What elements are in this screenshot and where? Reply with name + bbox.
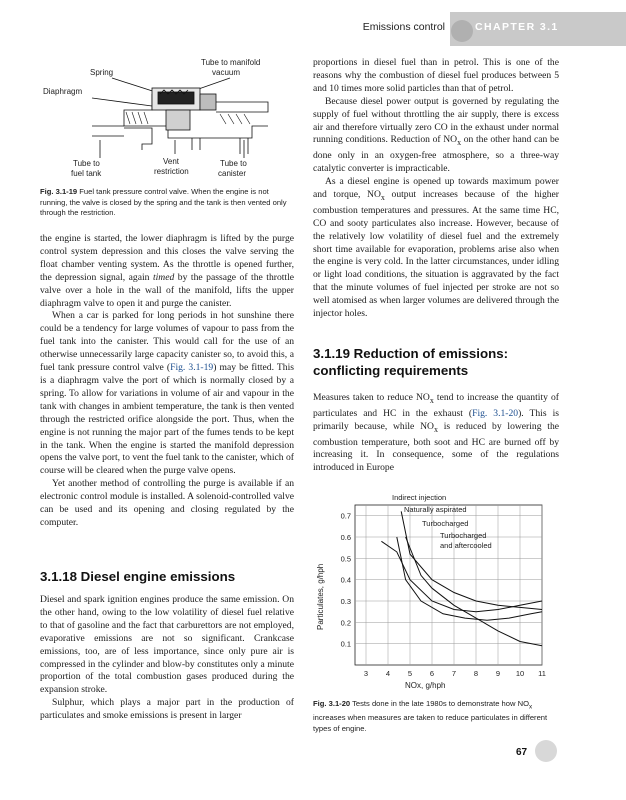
legend-label: Turbocharged	[422, 519, 469, 528]
paragraph: proportions in diesel fuel than in petrol. This is one of the reasons why the combustion of diesel fuel produces between 5 and 10 times more solid particles than that of petrol.	[313, 57, 559, 94]
paragraph	[313, 392, 559, 475]
x-tick-label: 3	[363, 669, 369, 678]
x-tick-label: 6	[429, 669, 435, 678]
figure-320-link[interactable]: Fig. 3.1-20	[472, 407, 519, 419]
text-run: Measures taken to reduce NO	[313, 392, 430, 403]
paragraph	[313, 176, 559, 321]
valve-drawing	[92, 78, 268, 158]
y-tick-label: 0.2	[340, 618, 351, 628]
chapter-tab-circle	[451, 20, 473, 42]
text-run: As a diesel engine is opened up towards maximum power and torque, NO	[313, 176, 559, 200]
section-heading-3-1-18: 3.1.18 Diesel engine emissions	[40, 569, 236, 584]
text-run: ) may be fitted. This is a diaphragm valve the port of which is normally closed by a spring. To allow for variations in volume of air and vapour in the tank with changes in ambient temperature, the tank is then vented through the restricted orifice alongside the port. Thus, when the engine is not running the major part of the fumes tends to be kept in the tank. When the engine is started the manifold depression opens the valve port, to vent the fuel tank to the canister, which of course will be cleared when the purge valve opens.	[40, 362, 294, 477]
x-axis-label: NOx, g/hph	[405, 681, 446, 690]
text-run: the engine is started, the lower diaphragm is lifted by the purge control system depression and this closes the valve serving the float chamber venting system. As the throttle is opened further, the depression signal, again	[40, 233, 294, 283]
left-column-lower	[40, 594, 294, 723]
subscript: x	[457, 138, 462, 148]
x-tick-label: 4	[385, 669, 391, 678]
paragraph: Diesel and spark ignition engines produce the same emission. On the other hand, owing to the low volatility of diesel fuel relative to that of gasoline and the fact that carburettors are not employed, evaporative emissions are not so significant. Crankcase emissions, too, are of less importance, since only pure air is compressed in the cylinder and blow-by constitutes only a minute proportion of the total combustion gases produced during the expansion stroke.	[40, 594, 294, 696]
text-run: output increases because of the higher combustion temperatures and pressures. At the same time HC, CO and sooty particulates also increase. However, because of the relatively low volatility of diesel fuel and the extremely short time available for evaporation, problems arise also when the engine is very cold. In the latter circumstances, under idling or light load conditions, the situation is aggravated by the fact that the minute volumes of fuel injected per stroke are not so well atomised as when larger volumes are delivered through the injector holes.	[313, 188, 559, 320]
subscript: x	[528, 703, 533, 711]
y-tick-label: 0.3	[340, 597, 351, 606]
chapter-label: CHAPTER 3.1	[475, 21, 559, 33]
text-run: When a car is parked for long periods in hot sunshine there could be a tendency for large volumes of vapour to pass from the fuel tank into the canister. This would call for the use of an otherwise unnecessarily large capacity canister so, to avoid this, a fuel tank pressure control valve (	[40, 310, 294, 374]
text-run: by the passage of the throttle valve over a hole in the wall of the manifold, lifts the upper diaphragm valve to open it and purge the canister.	[40, 271, 295, 309]
x-tick-label: 5	[407, 669, 413, 678]
figure-319-caption-text: Fuel tank pressure control valve. When the engine is not running, the valve is closed by the spring and the tank is then vented only through the restriction.	[40, 187, 287, 218]
y-tick-label: 0.1	[340, 639, 351, 649]
legend-label: Naturally aspirated	[404, 505, 467, 514]
y-tick-label: 0.4	[340, 575, 351, 585]
figure-319-caption-label: Fig. 3.1-19	[40, 187, 78, 196]
paragraph: Sulphur, which plays a major part in the production of particulates and smoke emissions is present in larger	[40, 697, 294, 722]
label-restriction: restriction	[154, 167, 189, 176]
figure-319-link[interactable]: Fig. 3.1-19	[170, 362, 214, 374]
legend-label: and aftercooled	[440, 541, 492, 550]
left-column-upper	[40, 233, 294, 530]
particulates-vs-nox-chart	[300, 490, 560, 695]
x-tick-label: 7	[451, 669, 457, 678]
paragraph: Yet another method of controlling the purge is available if an electronic control module is installed. A solenoid-controlled valve can be used and its opening and closing regulated by the computer.	[40, 478, 294, 528]
y-tick-label: 0.6	[340, 533, 351, 542]
caption-text: Tests done in the late 1980s to demonstrate how NO	[350, 699, 529, 708]
figure-319-caption	[40, 187, 294, 219]
legend-label: Indirect injection	[392, 493, 447, 502]
caption-text: increases when measures are taken to reduce particulates in different types of engine.	[313, 713, 548, 733]
page-number-circle	[535, 740, 557, 762]
running-header-section: Emissions control	[362, 21, 445, 33]
figure-320-caption-label: Fig. 3.1-20	[313, 699, 351, 708]
page-number: 67	[516, 747, 528, 758]
paragraph	[40, 310, 294, 478]
plot-frame	[355, 505, 542, 665]
y-axis-label: Particulates, g/hph	[316, 563, 325, 630]
label-vent: Vent	[163, 157, 180, 166]
section-heading-3-1-19: 3.1.19 Reduction of emissions: conflicting requirements	[313, 346, 509, 378]
text-run: ). This is primarily because, while NO	[313, 407, 559, 432]
paragraph	[313, 96, 559, 176]
subscript: x	[380, 192, 385, 202]
x-tick-label: 9	[495, 669, 501, 678]
right-column-upper	[313, 57, 559, 321]
legend-label: Turbocharged	[440, 531, 487, 540]
y-tick-label: 0.5	[340, 554, 351, 564]
label-tube-to-fuel: Tube to	[73, 159, 100, 168]
x-tick-label: 11	[538, 669, 546, 678]
text-run: is reduced by lowering the combustion temperature, both soot and HC are burned off by increasing it. In consequence, some of the regulations introduced in Europe	[313, 420, 559, 474]
label-diaphragm: Diaphragm	[43, 87, 83, 96]
subscript: x	[433, 424, 438, 434]
label-canister: canister	[218, 169, 247, 178]
label-vacuum: vacuum	[212, 68, 241, 77]
text-run: Because diesel power output is governed by regulating the supply of fuel without throttling the air supply, there is excess air and therefore virtually zero CO in the exhaust under normal running conditions. Reduction of NO	[313, 95, 559, 146]
label-tube-manifold: Tube to manifold	[201, 58, 261, 67]
subscript: x	[429, 395, 434, 405]
emphasis: timed	[152, 271, 175, 283]
label-tube-to-canister: Tube to	[220, 159, 247, 168]
label-fuel-tank: fuel tank	[71, 169, 102, 178]
fuel-tank-valve-diagram	[40, 54, 300, 184]
text-run: tend to increase the quantity of particulates and HC in the exhaust (	[313, 392, 559, 419]
x-tick-label: 8	[473, 669, 479, 678]
figure-320-caption	[313, 699, 563, 734]
x-tick-label: 10	[515, 669, 525, 678]
text-run: on the other hand can be done only in an oxygen-free atmosphere, so a three-way catalytic converter is impracticable.	[313, 134, 560, 175]
paragraph	[40, 233, 294, 310]
right-column-lower	[313, 392, 559, 475]
y-tick-label: 0.7	[340, 511, 351, 521]
label-spring: Spring	[90, 68, 114, 77]
